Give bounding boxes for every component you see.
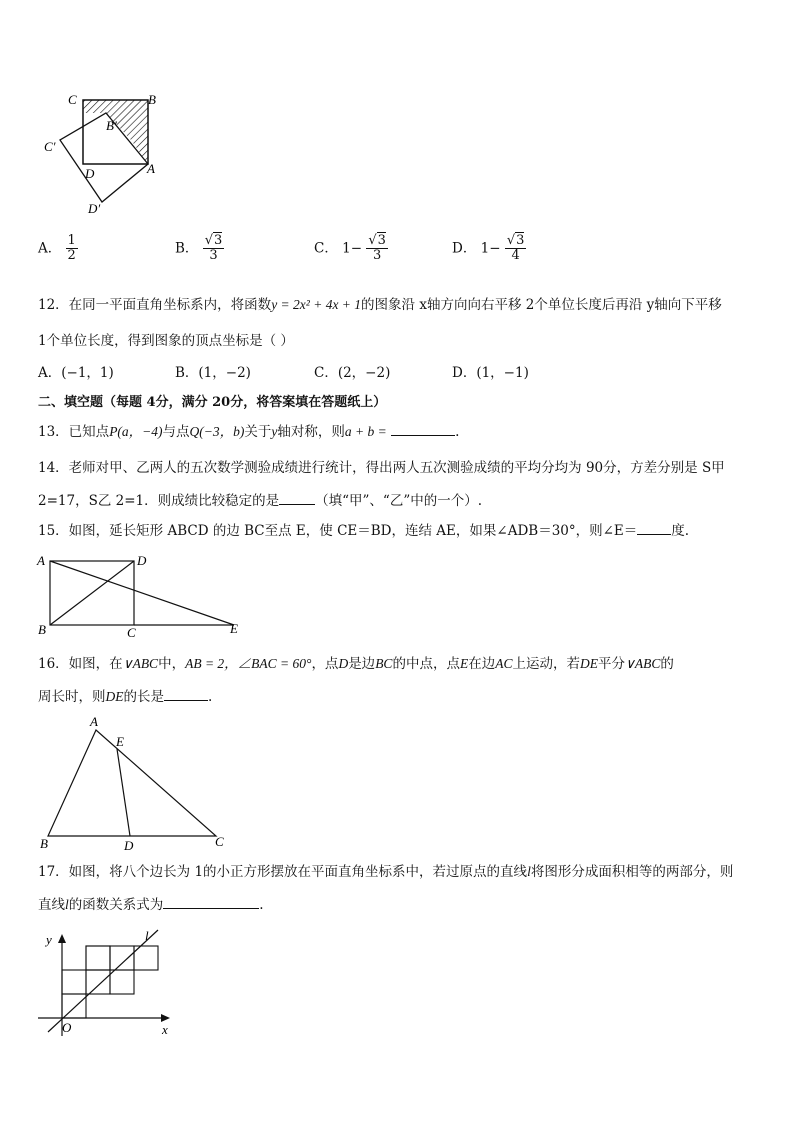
q17-x-axis-arrow — [161, 1014, 170, 1022]
q11-label-c-prime: C′ — [44, 139, 56, 154]
q11-label-d-prime: D′ — [88, 201, 101, 216]
q14-answer-blank[interactable] — [279, 492, 315, 505]
q14-line2: 2=17，S乙 2=1．则成绩比较稳定的是 （填“甲”、“乙”中的一个）. — [38, 493, 483, 509]
section-fill-in-heading: 二、填空题（每题 4分，满分 20分，将答案填在答题纸上） — [38, 395, 387, 410]
q15-answer-blank[interactable] — [637, 522, 671, 535]
q12-line1: 12．在同一平面直角坐标系内，将函数y = 2x² + 4x + 1的图象沿 x轴方向向右平移 2个单位长度后再沿 y轴向下平移 — [38, 297, 722, 313]
q12-line2: 1个单位长度，得到图象的顶点坐标是（ ） — [38, 333, 294, 349]
q12-option-d[interactable]: D．(1，−1) — [452, 365, 529, 381]
q16-triangle-abc — [48, 730, 216, 836]
q16-label-d: D — [124, 838, 134, 852]
q16-label-c: C — [215, 834, 224, 849]
q15-label-e: E — [230, 621, 238, 636]
q11-option-a-frac: $\frac{1}{2}$ — [67, 233, 76, 264]
q12-option-c[interactable]: C．(2，−2) — [314, 365, 391, 381]
q17-line-l — [48, 930, 158, 1032]
q17-answer-blank[interactable] — [163, 896, 259, 909]
q15-label-c: C — [127, 625, 136, 638]
q11-option-d[interactable]: D． 1− $\frac{√3}{4}$ — [452, 233, 525, 264]
q16-line2: 周长时，则DE的长是 . — [38, 689, 213, 705]
q11-figure — [40, 88, 170, 218]
q17-label-l: l — [145, 928, 149, 943]
q17-label-x: x — [162, 1022, 168, 1037]
q11-option-b-frac: $\frac{√3}{3}$ — [204, 233, 223, 264]
q17-label-o: O — [62, 1020, 72, 1035]
q11-label-d: D — [85, 166, 95, 181]
q11-option-d-frac: $\frac{√3}{4}$ — [506, 233, 525, 264]
q16-answer-blank[interactable] — [164, 688, 208, 701]
q16-label-b: B — [40, 836, 48, 851]
q11-option-b[interactable]: B． $\frac{√3}{3}$ — [175, 233, 223, 264]
q17-figure — [34, 924, 184, 1040]
q15-figure — [34, 552, 246, 638]
q11-option-c-frac: $\frac{√3}{3}$ — [368, 233, 386, 264]
q11-label-c: C — [68, 92, 77, 107]
q15-label-a: A — [37, 553, 45, 568]
q17-square-top-left — [86, 946, 110, 970]
q12-formula: y = 2x² + 4x + 1 — [271, 297, 362, 312]
q11-label-b: B — [148, 92, 156, 107]
q14-line1: 14．老师对甲、乙两人的五次数学测验成绩进行统计，得出两人五次测验成绩的平均分均为 90分，方差分别是 S甲 — [38, 460, 725, 476]
q11-option-a[interactable]: A． $\frac{1}{2}$ — [38, 233, 76, 264]
q13-answer-blank[interactable] — [391, 423, 455, 436]
q15-label-b: B — [38, 622, 46, 637]
q11-label-a: A — [147, 161, 155, 176]
q11-option-c[interactable]: C． 1− $\frac{√3}{3}$ — [314, 233, 386, 264]
q11-options — [38, 234, 778, 276]
q16-label-e: E — [116, 734, 124, 749]
q17-y-axis-arrow — [58, 934, 66, 943]
q16-line1: 16．如图，在∨ABC中，AB = 2，∠BAC = 60°，点D是边BC的中点，点E在边AC上运动，若DE平分∨ABC的 — [38, 656, 674, 672]
q16-segment-de — [117, 749, 130, 836]
q15-label-d: D — [137, 553, 147, 568]
q15-line-ae — [50, 561, 234, 625]
q16-figure — [34, 712, 234, 852]
q17-label-y: y — [46, 932, 52, 947]
q16-label-a: A — [90, 714, 98, 729]
q17-line2: 直线l的函数关系式为 . — [38, 897, 264, 913]
q11-label-b-prime: B′ — [106, 118, 117, 133]
q12-option-b[interactable]: B．(1，−2) — [175, 365, 251, 381]
q13: 13．已知点P(a，−4)与点Q(−3，b)关于y轴对称，则a + b = . — [38, 424, 460, 440]
q17-line1: 17．如图，将八个边长为 1的小正方形摆放在平面直角坐标系中，若过原点的直线l将图形分成面积相等的两部分，则 — [38, 864, 734, 880]
q12-option-a[interactable]: A．(−1，1) — [38, 365, 114, 381]
q15-line: 15．如图，延长矩形 ABCD 的边 BC至点 E，使 CE＝BD，连结 AE，如果∠ADB＝30°，则∠E＝ 度. — [38, 523, 690, 539]
q15-diagonal-bd — [50, 561, 134, 625]
